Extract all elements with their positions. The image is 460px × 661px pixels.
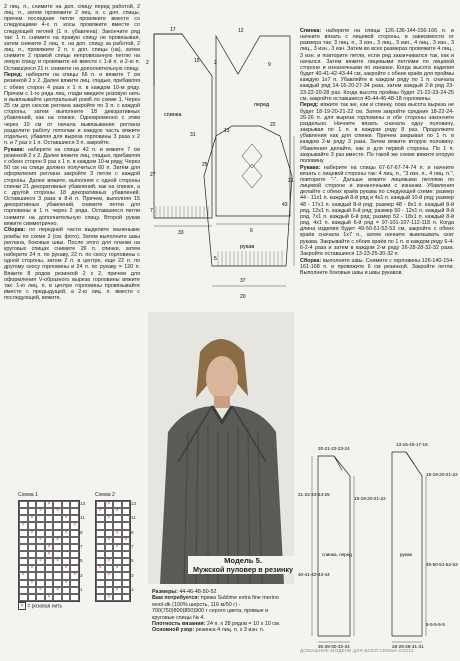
scheme-cell (28, 501, 37, 508)
body-outline (318, 456, 350, 636)
scheme2-grid (95, 500, 131, 602)
legend (18, 602, 62, 610)
scheme-cell (113, 572, 122, 579)
scheme-cell (45, 501, 54, 508)
neckline (334, 456, 342, 470)
sleeves2-heading: Рукава: (300, 164, 321, 171)
pattern-value: резинка 4 лиц. п. х 3 изн. п. (195, 627, 265, 634)
assembly-heading: Сборка: (4, 227, 26, 234)
m37: 37 (240, 278, 246, 284)
m12: 12 (238, 28, 244, 34)
scheme-cell (105, 587, 114, 594)
right-text-column (300, 28, 454, 432)
scheme-cell (45, 565, 54, 572)
sleeve-ribbing (218, 251, 282, 266)
scheme-cell (62, 565, 71, 572)
scheme-cell (70, 587, 79, 594)
scheme-cell (70, 580, 79, 587)
m21: 21 (288, 178, 294, 184)
label-front: перед (254, 102, 270, 108)
scheme-cell (122, 551, 131, 558)
dim-l12: 5-5-5-5-5 (426, 622, 445, 627)
scheme-cell (45, 551, 54, 558)
scheme-cell (45, 558, 54, 565)
scheme-cell (113, 501, 122, 508)
row-number: 5 (80, 558, 83, 564)
scheme-cell (62, 544, 71, 551)
m15: 15 (194, 58, 200, 64)
scheme-cell (36, 594, 45, 601)
scheme-cell (45, 508, 54, 515)
row-number: 1 (80, 586, 83, 592)
scheme-cell (28, 515, 37, 522)
scheme-cell (45, 537, 54, 544)
sleeves-paragraph (4, 147, 140, 227)
scheme-cell (70, 530, 79, 537)
scheme-cell (122, 544, 131, 551)
scheme-cell (62, 530, 71, 537)
front-rhombs (242, 144, 262, 188)
m2: 2 (146, 60, 149, 66)
scheme-cell (62, 594, 71, 601)
scheme-cell (53, 501, 62, 508)
scheme-cell (53, 551, 62, 558)
left-text-column (4, 4, 140, 574)
scheme-cell (36, 508, 45, 515)
row-number: 3 (131, 572, 134, 578)
scheme-cell (70, 565, 79, 572)
scheme-cell (122, 565, 131, 572)
front2-paragraph (300, 102, 454, 164)
scheme-cell (96, 501, 105, 508)
m9: 9 (268, 62, 271, 68)
scheme-cell (122, 572, 131, 579)
row-number: 9 (131, 529, 134, 535)
scheme-cell (28, 594, 37, 601)
materials-line (152, 595, 292, 621)
row-number: 5 (131, 558, 134, 564)
label-back: спинка (164, 112, 182, 118)
scheme-cell (96, 522, 105, 529)
scheme-cell (53, 508, 62, 515)
assembly2-paragraph (300, 258, 454, 276)
scheme-cell (19, 515, 28, 522)
scheme-cell (113, 558, 122, 565)
scheme-cell (122, 537, 131, 544)
scheme-cell (19, 537, 28, 544)
scheme-cell (62, 508, 71, 515)
scheme-cell (70, 551, 79, 558)
scheme-cell (53, 558, 62, 565)
scheme-cell (62, 558, 71, 565)
scheme-cell (36, 544, 45, 551)
scheme-cell (70, 594, 79, 601)
m6: 6 (250, 228, 253, 234)
front-paragraph (4, 72, 140, 146)
scheme-cell (53, 544, 62, 551)
row-number: 1 (131, 586, 134, 592)
back-outline (154, 34, 212, 218)
assembly-text: по передней части выделите маленькие ромбы по схеме 2 (см. фото). Затем выполните швы реглана, боковые швы. После этого для планки на круговых спицах снимите 26 п. спинки, затем наберите 24 п. по рукаву, 22 п. по скосу горловины с одной стороны, затем 2 п. в центре, еще 22 п. по другому скосу горловины и 24 п. по рукаву = 120 п. Вяжите 8 рядов резинкой 2 х 2, причем для оформления V-образного выреза горловины вяжите так: 1-ю лиц. п. в центре горловины провязывайте вместе с предыдущей, а 2-ю лиц. п. вместе с последующей, вяжите. (4, 227, 140, 302)
scheme-cell (36, 551, 45, 558)
legend-text: = розовая нить (27, 603, 63, 610)
scheme-cell (96, 565, 105, 572)
row-number: 13 (80, 501, 86, 506)
materials-label: Вам потребуется: (152, 595, 200, 602)
label-sleeve-2: рукав (400, 552, 412, 557)
dim-l3: 20-21-22-23-24 (318, 446, 350, 451)
scheme-cell (53, 537, 62, 544)
scheme-cell (113, 544, 122, 551)
scheme-cell (70, 501, 79, 508)
scheme-cell (36, 572, 45, 579)
back-ribbing (156, 206, 208, 218)
m13: 13 (224, 128, 230, 134)
scheme-cell (62, 501, 71, 508)
scheme-cell (113, 551, 122, 558)
scheme-cell (53, 530, 62, 537)
scheme-cell (36, 587, 45, 594)
scheme-cell (53, 587, 62, 594)
scheme-cell (45, 587, 54, 594)
scheme-cell (105, 565, 114, 572)
pattern-diagram-2 (296, 436, 458, 648)
scheme-cell (36, 580, 45, 587)
m5: 5 (214, 256, 217, 262)
scheme-cell (19, 508, 28, 515)
scheme-cell (19, 551, 28, 558)
sleeves-heading: Рукава: (4, 146, 25, 153)
intro-paragraph: 2 лиц. п., снимите на доп. спицу перед работой, 2 лиц. п., затем провяжите 2 лиц. п. с доп. спицы, причем последние петли провяжите вместе со следующими 4-х п. косы провяжите вместе со следующей петлей (1 п. убавлена). Закончите ряд так: 1 п. снимите на правую спицу не провязывая, затем снимите 2 лиц. п. на доп. спицу за работой, 2 лиц. п., провяжите 2 п. с доп. спицы (на), затем снимите 2 правой спицы непровязанную петлю на левую спицу и провяжите её вместе с 1-й п. и 2-ю п. Оставшуюся 21 п. снимите на дополнительную спицу. (4, 4, 140, 72)
front-text: наберите на спицы 66 п. и вяжите 7 см резинкой 2 х 2. Далее вяжите лиц. гладью, прибавляя с обеих сторон 4 раза х 1 п. в каждом 10-м ряду. Причем с 1-го ряда лиц. глади введите розовую нить и вывязывайте центральный ромб по схеме 1. Через 25 см для скосов реглана закройте по 3 п. с каждой стороны, затем выполните 18 декоративных убавлений, как на спинке. Одновременно с этим через 10 см от начала вывязывания реглана разделите работу пополам и каждую часть вяжите отдельно, убавляя для выреза горловины 3 раза х 2 п. и 7 раз х 1 п. Оставшиеся 3 п. закройте. (4, 72, 140, 147)
scheme-cell (19, 587, 28, 594)
pattern-label: Основной узор: (152, 627, 195, 634)
caption-subtitle: Мужской пуловер в резинку (193, 565, 293, 574)
assembly2-heading: Сборка: (300, 257, 322, 264)
scheme-cell (113, 587, 122, 594)
scheme-cell (28, 565, 37, 572)
back-raglan (154, 34, 182, 86)
scheme-cell (96, 587, 105, 594)
label-sleeve: рукав (240, 244, 255, 250)
scheme-cell (53, 565, 62, 572)
back-heading: Спинка: (300, 28, 322, 34)
sleeves2-paragraph (300, 165, 454, 257)
dim-l8: 49-50-51-52-53 (426, 562, 458, 567)
scheme-cell (36, 530, 45, 537)
scheme-cell (70, 522, 79, 529)
sizes-value: 44-46-48-50-52 (179, 589, 217, 595)
label-body: спинка, перед (322, 552, 352, 557)
scheme-cell (19, 544, 28, 551)
scheme-cell (122, 501, 131, 508)
scheme-cell (70, 508, 79, 515)
m7: 7 (150, 208, 153, 214)
caption-title: Модель 5. (224, 556, 262, 565)
scheme-cell (28, 580, 37, 587)
scheme-cell (62, 515, 71, 522)
scheme-cell (105, 551, 114, 558)
assembly2-text: выполните швы. Снимите с горловины 126-140-154-161-168 п. и провяжите 6 см резинкой. Закройте петли. Выполните боковые швы и швы рукавов. (300, 257, 454, 276)
materials-value: пряжа Sublime extra fine merino wool-dk (100% шерсть, 116 м/50 г) - 700(750)800(850)900 г серого цвета, прямые и круговые спицы № 4. (152, 595, 279, 621)
scheme-cell (36, 558, 45, 565)
sleeve-outline-2 (392, 452, 422, 636)
scheme-cell (96, 580, 105, 587)
page-footer: ДОМАШНИЕ МОДЕЛИ ДЛЯ ВСЕЙ СЕМЬИ 2/2012 (300, 648, 414, 653)
scheme-cell (96, 537, 105, 544)
scheme-cell (105, 594, 114, 601)
parameters-block (152, 589, 292, 634)
row-number: 3 (80, 572, 83, 578)
scheme-cell (96, 558, 105, 565)
scheme-cell (113, 515, 122, 522)
dim-l11: 18-19-20-21-22 (426, 472, 458, 477)
scheme-cell (45, 544, 54, 551)
scheme-cell (45, 572, 54, 579)
scheme-cell (19, 501, 28, 508)
scheme-cell (45, 580, 54, 587)
scheme-cell (105, 537, 114, 544)
scheme-cell (113, 580, 122, 587)
scheme-cell (113, 508, 122, 515)
model-photo (148, 312, 294, 584)
scheme-cell (70, 544, 79, 551)
scheme-cell (113, 537, 122, 544)
row-number: 7 (131, 543, 134, 549)
m43: 43 (282, 202, 288, 208)
scheme-cell (105, 522, 114, 529)
scheme-cell (19, 580, 28, 587)
dim-l9: 13-15-16-17-18 (396, 442, 428, 447)
dim-l4: 18-19-20-21-22 (354, 496, 386, 501)
m25: 25 (202, 162, 208, 168)
scheme-cell (96, 544, 105, 551)
scheme-cell (19, 530, 28, 537)
scheme-cell (122, 580, 131, 587)
scheme-cell (36, 537, 45, 544)
scheme-cell (96, 572, 105, 579)
scheme-cell (105, 501, 114, 508)
row-number: 11 (80, 515, 85, 521)
scheme-cell (28, 551, 37, 558)
scheme-cell (62, 537, 71, 544)
scheme-cell (53, 522, 62, 529)
dim-l1: 21-22-23-24-25 (298, 492, 330, 497)
scheme-cell (122, 508, 131, 515)
row-number: 13 (131, 501, 137, 506)
dim-l10: 28-28-28-31-31 (392, 644, 424, 648)
scheme-cell (62, 572, 71, 579)
m2b: 2 (214, 60, 217, 66)
scheme-cell (53, 580, 62, 587)
model-illustration (148, 312, 294, 584)
row-number: 11 (131, 515, 136, 521)
scheme1-title: Схема 1 (18, 492, 38, 498)
scheme-cell (28, 508, 37, 515)
row-number: 7 (80, 543, 83, 549)
scheme-cell (36, 522, 45, 529)
scheme-cell (113, 594, 122, 601)
scheme-cell (105, 530, 114, 537)
scheme-cell (122, 522, 131, 529)
scheme-cell (122, 558, 131, 565)
legend-swatch: × (18, 602, 26, 610)
front2-heading: Перед: (300, 102, 319, 109)
scheme-cell (19, 558, 28, 565)
scheme-cell (122, 515, 131, 522)
scheme-cell (28, 558, 37, 565)
scheme-cell (122, 594, 131, 601)
scheme2-title: Схема 2 (95, 492, 115, 498)
scheme-cell (122, 587, 131, 594)
scheme-cell (70, 515, 79, 522)
scheme-cell (62, 587, 71, 594)
scheme-cell (36, 565, 45, 572)
scheme-cell (28, 537, 37, 544)
sleeves2-text: наберите на спицы 67-67-67-74-74 п. и начните вязать с лицевой стороны так: 4 лиц. п., "3 изн. п., 4 лиц. п.", повторите "-". Дальше вяжите лицевыми петлями по лицевой стороне и изнаночными с изнанки. Убавления делайте с обеих краёв рукава по следующей схеме: размер 44 - 11х1 п. каждый 8-й ряд и 4х1 п. каждый 10-й ряд; размер 48 - 17х1 п. каждый 8-й ряд; размер 48 - 8х1 п. каждый 8-й ряд, 12х1 п. каждый 6-й ряд; размер 50 - 12х1 п. каждый 8-й ряд, 7х1 п. каждый 6-й ряд; размер 52 - 18х1 п. каждый 8-й ряд, 4х1 п. каждый 6-й ряд = 97-101-107-112-118 п. Когда длина изделия будет 49-50-51-52-53 см, закройте с обеих краёв сначала 1х7 п., затем начните вывязывать скат рукава. Закрывайте с обоих краёв по 1 п. в каждом ряду 6-4-6-2-4 раза и затем в каждом 2-м ряду 26-28-28-32-32 раза. Закройте оставшиеся 13-23-25-30-32 п. (300, 164, 454, 257)
back-paragraph (300, 28, 454, 102)
density-value: 24 п. х 28 рядов = 10 х 10 см. (206, 621, 281, 628)
scheme-cell (19, 522, 28, 529)
density-label: Плотность вязания: (152, 621, 206, 628)
scheme-cell (105, 572, 114, 579)
photo-caption (188, 556, 298, 574)
scheme-cell (53, 515, 62, 522)
scheme-cell (113, 565, 122, 572)
m27: 27 (150, 172, 156, 178)
scheme-cell (122, 530, 131, 537)
sizes-label: Размеры: (152, 589, 178, 595)
scheme-cell (96, 551, 105, 558)
assembly-paragraph (4, 227, 140, 301)
scheme-cell (62, 580, 71, 587)
scheme1-grid (18, 500, 80, 602)
scheme-cell (113, 522, 122, 529)
scheme-cell (105, 544, 114, 551)
scheme-cell (45, 515, 54, 522)
scheme-cell (96, 530, 105, 537)
scheme-cell (45, 530, 54, 537)
scheme-cell (105, 580, 114, 587)
m17: 17 (170, 27, 176, 33)
front-heading: Перед: (4, 72, 23, 79)
scheme-cell (36, 501, 45, 508)
back-text: наберите на спицы 126-136-144-156-166 п. и начните вязать с лицевой стороны, в зависимости от размера так: 3 лиц. п., 3 изн., 3 лиц., 3 изн., 4 лиц., 3 изн., 3 лиц., 3 изн., 3 изн. Затем во всех размерах провяжите 4 лиц., 3 изн. и повторите петли, если ряд заканчивался так, как и начался. Затем вяжите лицевыми петлями по лицевой стороне и изнаночными по изнанке. Когда высота изделия будет 40-41-42-43-44 см, закройте с обеих краёв для проймы каждую 1х7 п. Убавляйте в каждом ряду по 1 п. сначала каждый ряд 14-16-20-27-34 раза, затем каждый 2-й ряд 23-23-22-20-28 раз. Когда высота проймы будет 21-22-23-24-25 см, закройте оставшиеся 40-44-46-48-18 горловины. (300, 28, 454, 102)
pattern-line (152, 627, 292, 633)
scheme-cell (53, 594, 62, 601)
scheme-cell (28, 544, 37, 551)
scheme-cell (105, 515, 114, 522)
scheme-cell (96, 515, 105, 522)
scheme-cell (45, 594, 54, 601)
m31: 31 (190, 132, 196, 138)
scheme-cell (70, 572, 79, 579)
scheme-cell (19, 565, 28, 572)
dim-l2: 40-41-42-43-44 (298, 572, 330, 577)
scheme-cell (28, 587, 37, 594)
scheme-cell (62, 522, 71, 529)
scheme-cell (96, 508, 105, 515)
scheme-cell (28, 522, 37, 529)
scheme-cell (70, 537, 79, 544)
m20: 20 (240, 294, 246, 300)
scheme-cell (19, 572, 28, 579)
pattern-diagram-1 (142, 26, 298, 326)
scheme-cell (28, 572, 37, 579)
row-number: 9 (80, 529, 83, 535)
scheme-cell (62, 551, 71, 558)
m22: 22 (270, 122, 276, 128)
scheme-cell (70, 558, 79, 565)
front2-text: вяжите так же, как и спинку, пока высота выреза не будет 18-19-20-21-22 см. Затем закройте средние 18-22-24-26-26 п. для выреза горловины и обе стороны закончите раздельно. Начните вязать сначала одну половину, закрывая по 1 п. в каждом ряду 8 раз. Продолжите убавления как для спинки. Причем закрывая по 1 п. в каждом 2-м ряду 3 раза. Затем вяжите вторую половину. Убавления делайте, как и для первой стороны. По 1 п. закрывайте 3 раз вместе. По такой же схеме вяжите вторую половину. (300, 102, 454, 164)
dim-l6: 26-28-30-32-34 (318, 644, 350, 648)
sleeves-text: наберите на спицы 42 п. и вяжите 7 см резинкой 2 х 2. Далее вяжите лиц. гладью, прибавляя с обеих сторон 9 раз х 1 п. в каждом 10-м ряду. Через 50 см на спице должно получиться 60 п. Затем для оформления реглана закройте 3 петли с каждой стороны. Далее вяжите, выполняя с одной стороны спинки 21 декоративных убавлений, как на спинке, а с другой стороны 18 декоративных убавлений. Оставшиеся 3 раза в 8-й п. Причем, выполняя 15 декоративных убавлений, снимите петли для горловины в 1 п. через 2 ряда. Оставшиеся петли снимите на дополнительную спицу. Второй рукав вяжите симметрично. (4, 146, 140, 227)
scheme-cell (53, 572, 62, 579)
scheme-cell (105, 508, 114, 515)
scheme-cell (113, 530, 122, 537)
scheme-cell (28, 530, 37, 537)
scheme-cell (45, 522, 54, 529)
scheme-cell (105, 558, 114, 565)
m33: 33 (178, 230, 184, 236)
scheme-cell (96, 594, 105, 601)
scheme-cell (36, 515, 45, 522)
scheme-cell (19, 594, 28, 601)
